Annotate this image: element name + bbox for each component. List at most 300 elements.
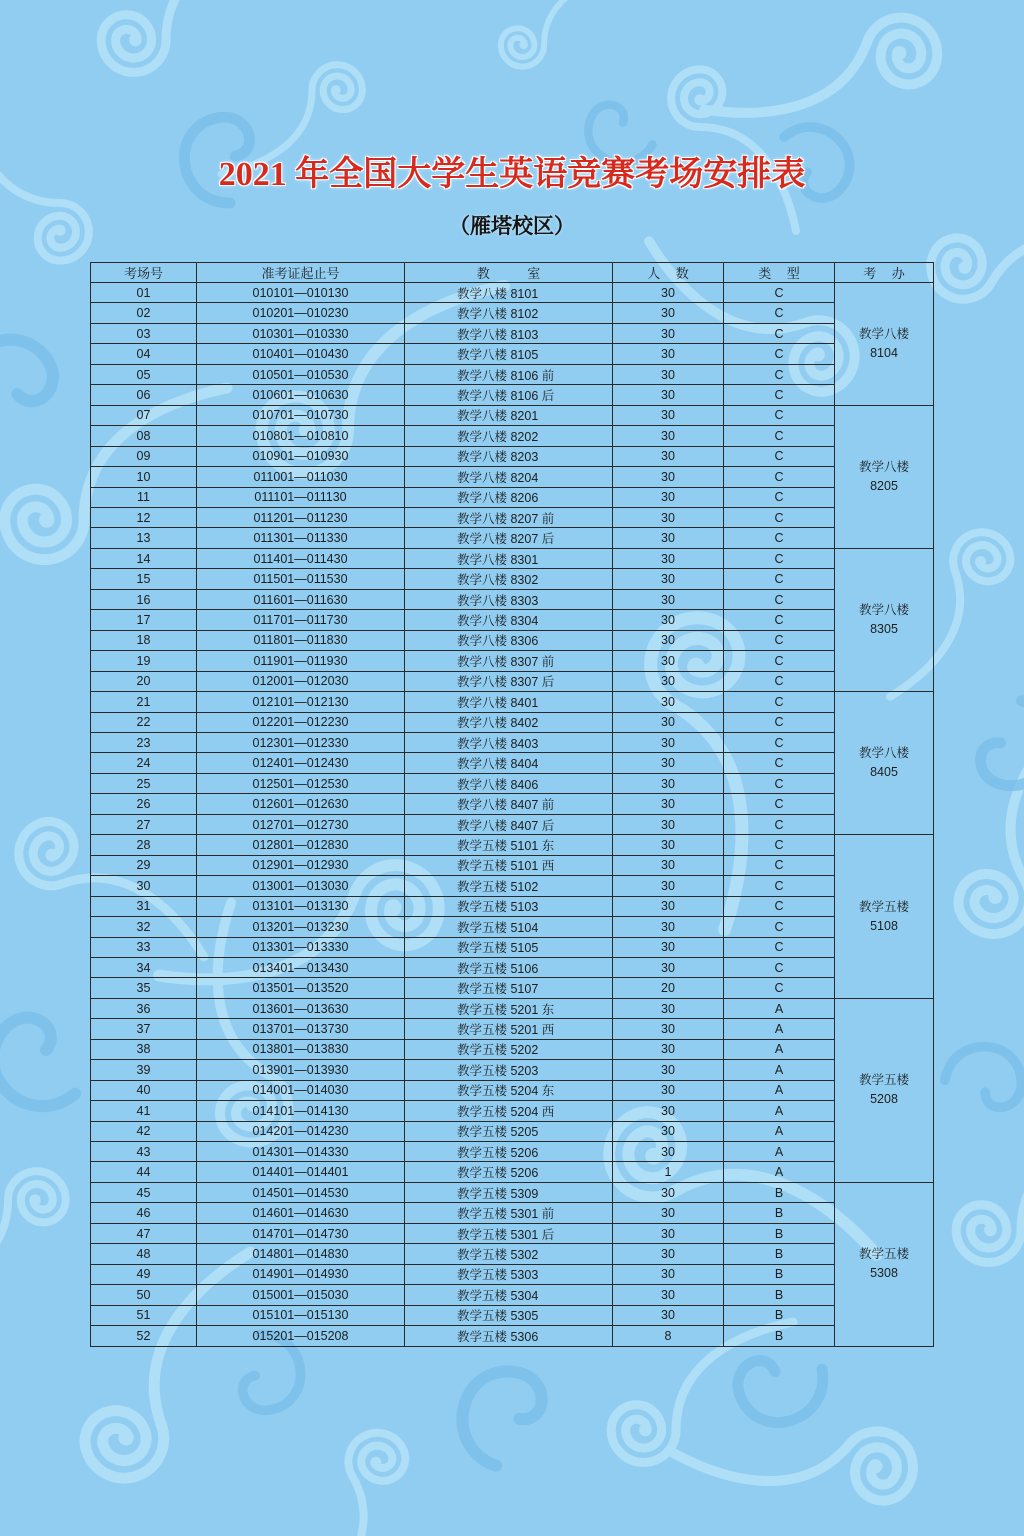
curl-ornament <box>942 1040 1024 1110</box>
table-row <box>91 507 934 527</box>
candidate-count-cell: 30 <box>613 1264 724 1284</box>
exam-office-building: 教学八楼 <box>858 602 909 617</box>
ticket-range-cell: 010901—010930 <box>197 446 405 466</box>
exam-type-cell: C <box>724 978 835 998</box>
exam-room-number-cell: 19 <box>91 651 197 671</box>
swirl-ornament <box>248 1422 450 1536</box>
classroom-cell: 教学八楼 8401 <box>405 692 613 712</box>
exam-schedule-table <box>90 262 934 1347</box>
candidate-count-cell: 30 <box>613 1285 724 1305</box>
ticket-range-cell: 013401—013430 <box>197 957 405 977</box>
ticket-range-cell: 010801—010810 <box>197 426 405 446</box>
exam-office-building: 教学八楼 <box>858 326 909 341</box>
exam-office-room: 8405 <box>870 765 898 780</box>
table-row <box>91 1060 934 1080</box>
candidate-count-cell: 30 <box>613 814 724 834</box>
classroom-cell: 教学五楼 5202 <box>405 1039 613 1059</box>
curl-ornament <box>448 1359 548 1473</box>
candidate-count-cell: 30 <box>613 323 724 343</box>
exam-type-cell: C <box>724 773 835 793</box>
ticket-range-cell: 012201—012230 <box>197 712 405 732</box>
table-row <box>91 937 934 957</box>
ticket-range-cell: 010201—010230 <box>197 303 405 323</box>
table-row <box>91 1264 934 1284</box>
exam-office-cell <box>835 405 934 548</box>
exam-room-number-cell: 07 <box>91 405 197 425</box>
classroom-cell: 教学五楼 5103 <box>405 896 613 916</box>
classroom-cell: 教学五楼 5106 <box>405 957 613 977</box>
exam-type-cell: C <box>724 732 835 752</box>
exam-type-cell: C <box>724 937 835 957</box>
candidate-count-cell: 30 <box>613 1203 724 1223</box>
exam-office-room: 5108 <box>870 918 898 933</box>
ticket-range-cell: 012001—012030 <box>197 671 405 691</box>
exam-type-cell: C <box>724 671 835 691</box>
classroom-cell: 教学八楼 8304 <box>405 610 613 630</box>
candidate-count-cell: 30 <box>613 732 724 752</box>
classroom-cell: 教学八楼 8407 前 <box>405 794 613 814</box>
exam-room-number-cell: 10 <box>91 467 197 487</box>
ticket-range-cell: 012101—012130 <box>197 692 405 712</box>
exam-type-cell: C <box>724 426 835 446</box>
candidate-count-cell: 30 <box>613 1182 724 1202</box>
table-row <box>91 1080 934 1100</box>
ticket-range-cell: 014701—014730 <box>197 1223 405 1243</box>
exam-type-cell: A <box>724 1142 835 1162</box>
ticket-range-cell: 010101—010130 <box>197 283 405 303</box>
classroom-cell: 教学八楼 8106 后 <box>405 385 613 405</box>
exam-type-cell: C <box>724 467 835 487</box>
swirl-ornament <box>956 1122 1024 1262</box>
exam-room-number-cell: 49 <box>91 1264 197 1284</box>
swirl-ornament <box>501 0 622 67</box>
candidate-count-cell: 30 <box>613 548 724 568</box>
ticket-range-cell: 015101—015130 <box>197 1305 405 1325</box>
candidate-count-cell: 30 <box>613 1223 724 1243</box>
classroom-cell: 教学八楼 8203 <box>405 446 613 466</box>
ticket-range-cell: 012901—012930 <box>197 855 405 875</box>
table-row <box>91 467 934 487</box>
ticket-range-cell: 011701—011730 <box>197 610 405 630</box>
exam-room-number-cell: 13 <box>91 528 197 548</box>
exam-type-cell: B <box>724 1285 835 1305</box>
exam-room-number-cell: 44 <box>91 1162 197 1182</box>
exam-type-cell: C <box>724 753 835 773</box>
exam-type-cell: C <box>724 651 835 671</box>
exam-room-number-cell: 47 <box>91 1223 197 1243</box>
table-row <box>91 753 934 773</box>
table-row <box>91 773 934 793</box>
candidate-count-cell: 30 <box>613 957 724 977</box>
exam-type-cell: C <box>724 712 835 732</box>
exam-type-cell: C <box>724 896 835 916</box>
classroom-cell: 教学五楼 5205 <box>405 1121 613 1141</box>
classroom-cell: 教学五楼 5309 <box>405 1182 613 1202</box>
table-row <box>91 835 934 855</box>
exam-type-cell: C <box>724 610 835 630</box>
candidate-count-cell: 30 <box>613 692 724 712</box>
candidate-count-cell: 30 <box>613 1060 724 1080</box>
exam-type-cell: A <box>724 1060 835 1080</box>
classroom-cell: 教学五楼 5204 西 <box>405 1101 613 1121</box>
candidate-count-cell: 30 <box>613 467 724 487</box>
classroom-cell: 教学五楼 5303 <box>405 1264 613 1284</box>
exam-office-building: 教学五楼 <box>858 1073 909 1088</box>
candidate-count-cell: 30 <box>613 385 724 405</box>
exam-type-cell: C <box>724 323 835 343</box>
classroom-cell: 教学八楼 8103 <box>405 323 613 343</box>
ticket-range-cell: 012701—012730 <box>197 814 405 834</box>
exam-office-cell <box>835 283 934 406</box>
candidate-count-cell: 30 <box>613 1142 724 1162</box>
exam-type-cell: C <box>724 814 835 834</box>
ticket-range-cell: 011301—011330 <box>197 528 405 548</box>
exam-office-cell <box>835 998 934 1182</box>
candidate-count-cell: 30 <box>613 896 724 916</box>
classroom-cell: 教学八楼 8202 <box>405 426 613 446</box>
candidate-count-cell: 30 <box>613 876 724 896</box>
table-row <box>91 651 934 671</box>
table-header-row <box>91 263 934 283</box>
table-row <box>91 1203 934 1223</box>
exam-type-cell: C <box>724 507 835 527</box>
candidate-count-cell: 30 <box>613 569 724 589</box>
table-row <box>91 814 934 834</box>
exam-room-number-cell: 36 <box>91 998 197 1018</box>
exam-room-number-cell: 01 <box>91 283 197 303</box>
exam-office-building: 教学五楼 <box>858 1247 909 1262</box>
candidate-count-cell: 30 <box>613 1121 724 1141</box>
ticket-range-cell: 012601—012630 <box>197 794 405 814</box>
candidate-count-cell: 30 <box>613 344 724 364</box>
ticket-range-cell: 013901—013930 <box>197 1060 405 1080</box>
table-row <box>91 344 934 364</box>
candidate-count-cell: 30 <box>613 283 724 303</box>
exam-type-cell: B <box>724 1305 835 1325</box>
exam-type-cell: C <box>724 405 835 425</box>
exam-room-number-cell: 51 <box>91 1305 197 1325</box>
ticket-range-cell: 012301—012330 <box>197 732 405 752</box>
ticket-range-cell: 011501—011530 <box>197 569 405 589</box>
exam-type-cell: C <box>724 283 835 303</box>
classroom-cell: 教学五楼 5204 东 <box>405 1080 613 1100</box>
table-row <box>91 1019 934 1039</box>
swirl-ornament <box>673 1333 928 1536</box>
exam-room-number-cell: 09 <box>91 446 197 466</box>
exam-room-number-cell: 21 <box>91 692 197 712</box>
header-candidate-count: 人 数 <box>613 263 724 283</box>
candidate-count-cell: 30 <box>613 1039 724 1059</box>
table-row <box>91 671 934 691</box>
ticket-range-cell: 013101—013130 <box>197 896 405 916</box>
classroom-cell: 教学八楼 8404 <box>405 753 613 773</box>
exam-type-cell: C <box>724 364 835 384</box>
exam-room-number-cell: 08 <box>91 426 197 446</box>
classroom-cell: 教学五楼 5201 东 <box>405 998 613 1018</box>
header-exam-type: 类 型 <box>724 263 835 283</box>
exam-office-building: 教学八楼 <box>858 746 909 761</box>
exam-room-number-cell: 23 <box>91 732 197 752</box>
classroom-cell: 教学五楼 5102 <box>405 876 613 896</box>
candidate-count-cell: 30 <box>613 507 724 527</box>
classroom-cell: 教学八楼 8402 <box>405 712 613 732</box>
exam-room-number-cell: 50 <box>91 1285 197 1305</box>
classroom-cell: 教学八楼 8105 <box>405 344 613 364</box>
exam-type-cell: A <box>724 1162 835 1182</box>
page-title: 2021 年全国大学生英语竞赛考场安排表 <box>218 156 806 193</box>
page-subtitle: （雁塔校区） <box>449 213 575 238</box>
exam-type-cell: A <box>724 1019 835 1039</box>
candidate-count-cell: 30 <box>613 1101 724 1121</box>
candidate-count-cell: 30 <box>613 1080 724 1100</box>
candidate-count-cell: 30 <box>613 1019 724 1039</box>
exam-type-cell: C <box>724 548 835 568</box>
ticket-range-cell: 015001—015030 <box>197 1285 405 1305</box>
exam-type-cell: B <box>724 1244 835 1264</box>
candidate-count-cell: 30 <box>613 855 724 875</box>
candidate-count-cell: 30 <box>613 835 724 855</box>
table-row <box>91 794 934 814</box>
candidate-count-cell: 30 <box>613 487 724 507</box>
candidate-count-cell: 30 <box>613 303 724 323</box>
classroom-cell: 教学八楼 8302 <box>405 569 613 589</box>
classroom-cell: 教学五楼 5203 <box>405 1060 613 1080</box>
classroom-cell: 教学八楼 8307 后 <box>405 671 613 691</box>
exam-room-number-cell: 34 <box>91 957 197 977</box>
candidate-count-cell: 30 <box>613 405 724 425</box>
exam-room-number-cell: 20 <box>91 671 197 691</box>
table-row <box>91 283 934 303</box>
exam-type-cell: C <box>724 569 835 589</box>
candidate-count-cell: 30 <box>613 794 724 814</box>
exam-room-number-cell: 06 <box>91 385 197 405</box>
ticket-range-cell: 014001—014030 <box>197 1080 405 1100</box>
ticket-range-cell: 010501—010530 <box>197 364 405 384</box>
table-row <box>91 1326 934 1346</box>
classroom-cell: 教学五楼 5101 西 <box>405 855 613 875</box>
classroom-cell: 教学五楼 5101 东 <box>405 835 613 855</box>
exam-office-cell <box>835 1182 934 1346</box>
table-row <box>91 1305 934 1325</box>
table-row <box>91 303 934 323</box>
exam-room-number-cell: 32 <box>91 917 197 937</box>
ticket-range-cell: 010301—010330 <box>197 323 405 343</box>
table-row <box>91 957 934 977</box>
exam-room-number-cell: 16 <box>91 589 197 609</box>
exam-room-number-cell: 26 <box>91 794 197 814</box>
ticket-range-cell: 014201—014230 <box>197 1121 405 1141</box>
table-row <box>91 630 934 650</box>
classroom-cell: 教学五楼 5105 <box>405 937 613 957</box>
table-row <box>91 1039 934 1059</box>
header-ticket-range: 准考证起止号 <box>197 263 405 283</box>
exam-room-number-cell: 46 <box>91 1203 197 1223</box>
classroom-cell: 教学八楼 8306 <box>405 630 613 650</box>
swirl-ornament <box>0 1171 66 1296</box>
exam-type-cell: C <box>724 957 835 977</box>
ticket-range-cell: 011801—011830 <box>197 630 405 650</box>
exam-room-number-cell: 05 <box>91 364 197 384</box>
classroom-cell: 教学八楼 8207 前 <box>405 507 613 527</box>
exam-room-number-cell: 30 <box>91 876 197 896</box>
ticket-range-cell: 014101—014130 <box>197 1101 405 1121</box>
exam-room-number-cell: 39 <box>91 1060 197 1080</box>
exam-type-cell: A <box>724 1121 835 1141</box>
exam-office-building: 教学八楼 <box>858 459 909 474</box>
exam-room-number-cell: 48 <box>91 1244 197 1264</box>
ticket-range-cell: 013701—013730 <box>197 1019 405 1039</box>
table-row <box>91 876 934 896</box>
exam-type-cell: C <box>724 487 835 507</box>
exam-office-room: 8305 <box>870 621 898 636</box>
ticket-range-cell: 013301—013330 <box>197 937 405 957</box>
candidate-count-cell: 30 <box>613 998 724 1018</box>
table-row <box>91 1142 934 1162</box>
candidate-count-cell: 30 <box>613 630 724 650</box>
table-row <box>91 998 934 1018</box>
exam-room-number-cell: 11 <box>91 487 197 507</box>
ticket-range-cell: 011101—011130 <box>197 487 405 507</box>
exam-room-number-cell: 18 <box>91 630 197 650</box>
table-row <box>91 569 934 589</box>
classroom-cell: 教学八楼 8406 <box>405 773 613 793</box>
ticket-range-cell: 012401—012430 <box>197 753 405 773</box>
classroom-cell: 教学五楼 5201 西 <box>405 1019 613 1039</box>
table-row <box>91 1244 934 1264</box>
classroom-cell: 教学八楼 8106 前 <box>405 364 613 384</box>
classroom-cell: 教学五楼 5305 <box>405 1305 613 1325</box>
exam-room-number-cell: 45 <box>91 1182 197 1202</box>
ticket-range-cell: 010701—010730 <box>197 405 405 425</box>
classroom-cell: 教学八楼 8204 <box>405 467 613 487</box>
exam-room-number-cell: 24 <box>91 753 197 773</box>
table-row <box>91 487 934 507</box>
ticket-range-cell: 010401—010430 <box>197 344 405 364</box>
table-row <box>91 1182 934 1202</box>
exam-office-room: 8205 <box>870 478 898 493</box>
classroom-cell: 教学八楼 8207 后 <box>405 528 613 548</box>
table-row <box>91 548 934 568</box>
candidate-count-cell: 30 <box>613 610 724 630</box>
candidate-count-cell: 20 <box>613 978 724 998</box>
candidate-count-cell: 1 <box>613 1162 724 1182</box>
exam-room-number-cell: 43 <box>91 1142 197 1162</box>
exam-type-cell: B <box>724 1326 835 1346</box>
table-row <box>91 896 934 916</box>
exam-room-number-cell: 35 <box>91 978 197 998</box>
ticket-range-cell: 012501—012530 <box>197 773 405 793</box>
table-row <box>91 364 934 384</box>
exam-room-number-cell: 04 <box>91 344 197 364</box>
exam-type-cell: C <box>724 692 835 712</box>
exam-type-cell: B <box>724 1223 835 1243</box>
header-classroom: 教 室 <box>405 263 613 283</box>
exam-type-cell: B <box>724 1264 835 1284</box>
ticket-range-cell: 012801—012830 <box>197 835 405 855</box>
candidate-count-cell: 30 <box>613 671 724 691</box>
candidate-count-cell: 30 <box>613 937 724 957</box>
exam-room-number-cell: 15 <box>91 569 197 589</box>
exam-room-number-cell: 03 <box>91 323 197 343</box>
table-row <box>91 712 934 732</box>
table-row <box>91 1223 934 1243</box>
exam-office-room: 8104 <box>870 345 898 360</box>
table-row <box>91 1285 934 1305</box>
ticket-range-cell: 014801—014830 <box>197 1244 405 1264</box>
table-row <box>91 405 934 425</box>
exam-type-cell: C <box>724 794 835 814</box>
swirl-ornament <box>671 69 796 231</box>
table-row <box>91 426 934 446</box>
curl-ornament <box>0 1007 92 1127</box>
classroom-cell: 教学五楼 5104 <box>405 917 613 937</box>
exam-type-cell: C <box>724 589 835 609</box>
exam-office-cell <box>835 835 934 999</box>
candidate-count-cell: 30 <box>613 1305 724 1325</box>
ticket-range-cell: 013801—013830 <box>197 1039 405 1059</box>
candidate-count-cell: 30 <box>613 1244 724 1264</box>
classroom-cell: 教学八楼 8201 <box>405 405 613 425</box>
exam-room-number-cell: 12 <box>91 507 197 527</box>
exam-office-cell <box>835 548 934 691</box>
ticket-range-cell: 011601—011630 <box>197 589 405 609</box>
ticket-range-cell: 011201—011230 <box>197 507 405 527</box>
curl-ornament <box>974 694 1024 797</box>
table-row <box>91 446 934 466</box>
classroom-cell: 教学八楼 8101 <box>405 283 613 303</box>
ticket-range-cell: 010601—010630 <box>197 385 405 405</box>
ticket-range-cell: 014401—014401 <box>197 1162 405 1182</box>
header-exam-room-number: 考场号 <box>91 263 197 283</box>
exam-room-number-cell: 14 <box>91 548 197 568</box>
candidate-count-cell: 30 <box>613 426 724 446</box>
exam-type-cell: C <box>724 303 835 323</box>
exam-type-cell: C <box>724 917 835 937</box>
ticket-range-cell: 011401—011430 <box>197 548 405 568</box>
candidate-count-cell: 30 <box>613 589 724 609</box>
ticket-range-cell: 015201—015208 <box>197 1326 405 1346</box>
classroom-cell: 教学五楼 5302 <box>405 1244 613 1264</box>
ticket-range-cell: 013501—013520 <box>197 978 405 998</box>
table-row <box>91 385 934 405</box>
table-row <box>91 917 934 937</box>
exam-office-cell <box>835 692 934 835</box>
classroom-cell: 教学八楼 8206 <box>405 487 613 507</box>
classroom-cell: 教学五楼 5304 <box>405 1285 613 1305</box>
exam-room-number-cell: 37 <box>91 1019 197 1039</box>
exam-office-room: 5208 <box>870 1092 898 1107</box>
ticket-range-cell: 013601—013630 <box>197 998 405 1018</box>
classroom-cell: 教学五楼 5206 <box>405 1162 613 1182</box>
candidate-count-cell: 30 <box>613 364 724 384</box>
exam-room-number-cell: 25 <box>91 773 197 793</box>
table-row <box>91 692 934 712</box>
candidate-count-cell: 8 <box>613 1326 724 1346</box>
ticket-range-cell: 014901—014930 <box>197 1264 405 1284</box>
classroom-cell: 教学八楼 8407 后 <box>405 814 613 834</box>
classroom-cell: 教学五楼 5206 <box>405 1142 613 1162</box>
classroom-cell: 教学五楼 5301 前 <box>405 1203 613 1223</box>
candidate-count-cell: 30 <box>613 917 724 937</box>
exam-type-cell: C <box>724 855 835 875</box>
exam-type-cell: C <box>724 630 835 650</box>
exam-room-number-cell: 42 <box>91 1121 197 1141</box>
candidate-count-cell: 30 <box>613 446 724 466</box>
exam-type-cell: A <box>724 1101 835 1121</box>
curl-ornament <box>0 323 63 433</box>
exam-type-cell: C <box>724 385 835 405</box>
classroom-cell: 教学八楼 8403 <box>405 732 613 752</box>
